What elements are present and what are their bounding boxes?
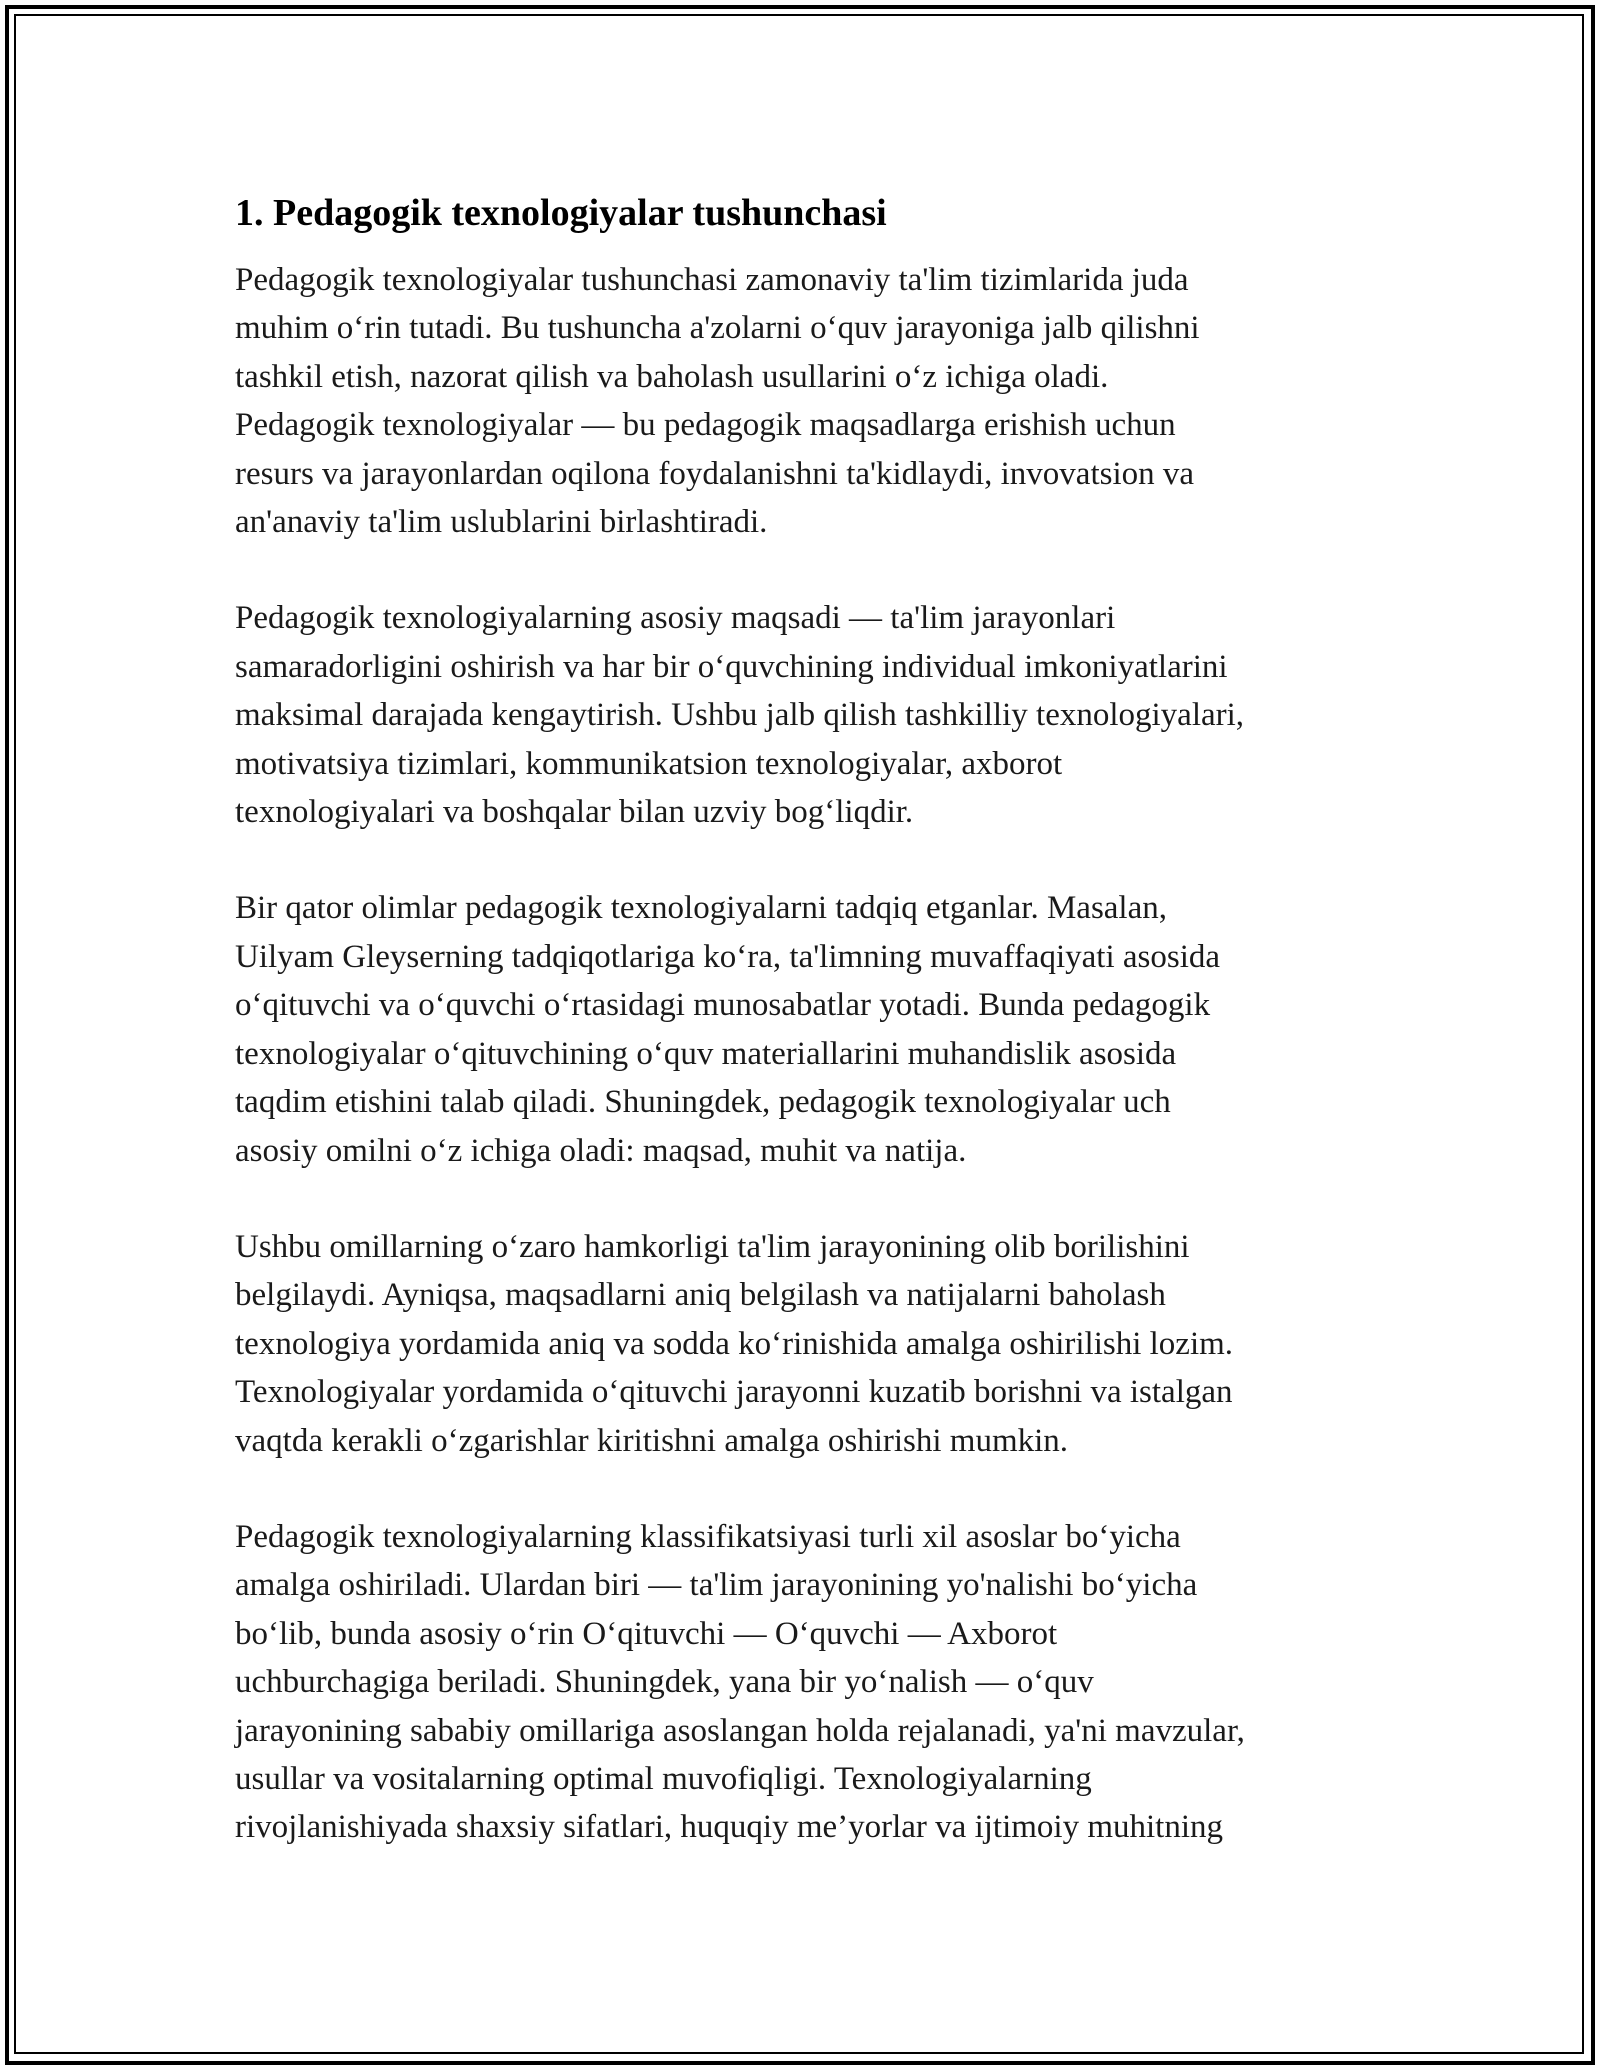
text-line: texnologiyalar oʻqituvchining oʻquv materiallarini muhandislik asosida xyxy=(235,1035,1177,1072)
paragraph xyxy=(235,884,1365,1174)
paragraph xyxy=(235,1223,1365,1465)
text-line: belgilaydi. Ayniqsa, maqsadlarni aniq belgilash va natijalarni baholash xyxy=(235,1277,1166,1314)
text-line: tashkil etish, nazorat qilish va baholash usullarini oʻz ichiga oladi. xyxy=(235,358,1109,395)
text-line: Pedagogik texnologiyalar tushunchasi zamonaviy ta'lim tizimlarida juda xyxy=(235,262,1189,298)
text-line: rivojlanishiyada shaxsiy sifatlari, huquqiy me’yorlar va ijtimoiy muhitning xyxy=(235,1809,1224,1846)
section-heading: 1. Pedagogik texnologiyalar tushunchasi xyxy=(235,192,887,234)
text-line: jarayonining sababiy omillariga asoslangan holda rejalanadi, ya'ni mavzular, xyxy=(235,1712,1245,1749)
text-line: uchburchagiga beriladi. Shuningdek, yana bir yoʻnalish — oʻquv xyxy=(235,1664,1094,1701)
text-line: Bir qator olimlar pedagogik texnologiyalarni tadqiq etganlar. Masalan, xyxy=(235,890,1167,927)
text-line: taqdim etishini talab qiladi. Shuningdek, pedagogik texnologiyalar uch xyxy=(235,1084,1171,1121)
text-line: Pedagogik texnologiyalarning asosiy maqsadi — ta'lim jarayonlari xyxy=(235,600,1116,637)
text-line: usullar va vositalarning optimal muvofiqligi. Texnologiyalarning xyxy=(235,1760,1092,1797)
text-line: maksimal darajada kengaytirish. Ushbu jalb qilish tashkilliy texnologiyalari, xyxy=(235,697,1245,734)
text-line: Pedagogik texnologiyalarning klassifikatsiyasi turli xil asoslar boʻyicha xyxy=(235,1518,1181,1555)
text-line: Ushbu omillarning oʻzaro hamkorligi ta'lim jarayonining olib borilishini xyxy=(235,1228,1190,1265)
text-line: muhim oʻrin tutadi. Bu tushuncha a'zolarni oʻquv jarayoniga jalb qilishni xyxy=(235,310,1200,347)
text-line: boʻlib, bunda asosiy oʻrin Oʻqituvchi — Oʻquvchi — Axborot xyxy=(235,1615,1058,1652)
text-line: vaqtda kerakli oʻzgarishlar kiritishni amalga oshirishi mumkin. xyxy=(235,1422,1069,1459)
paragraph xyxy=(235,1513,1365,1852)
text-line: amalga oshiriladi. Ulardan biri — ta'lim jarayonining yo'nalishi boʻyicha xyxy=(235,1567,1198,1604)
text-line: Pedagogik texnologiyalar — bu pedagogik maqsadlarga erishish uchun xyxy=(235,407,1176,444)
text-line: Uilyam Gleyserning tadqiqotlariga koʻra, ta'limning muvaffaqiyati asosida xyxy=(235,938,1221,975)
text-line: texnologiya yordamida aniq va sodda koʻrinishida amalga oshirilishi lozim. xyxy=(235,1325,1234,1362)
text-line: resurs va jarayonlardan oqilona foydalanishni ta'kidlaydi, invovatsion va xyxy=(235,455,1195,492)
paragraph xyxy=(235,256,1365,546)
text-line: samaradorligini oshirish va har bir oʻquvchining individual imkoniyatlarini xyxy=(235,648,1228,685)
text-line: Texnologiyalar yordamida oʻqituvchi jarayonni kuzatib borishni va istalgan xyxy=(235,1374,1233,1411)
document-body xyxy=(235,190,1365,1900)
text-line: oʻqituvchi va oʻquvchi oʻrtasidagi munosabatlar yotadi. Bunda pedagogik xyxy=(235,987,1211,1024)
text-line: motivatsiya tizimlari, kommunikatsion texnologiyalar, axborot xyxy=(235,745,1063,782)
paragraph xyxy=(235,594,1365,836)
text-line: texnologiyalari va boshqalar bilan uzviy bogʻliqdir. xyxy=(235,794,914,831)
text-line: an'anaviy ta'lim uslublarini birlashtiradi. xyxy=(235,504,768,541)
text-line: asosiy omilni oʻz ichiga oladi: maqsad, muhit va natija. xyxy=(235,1132,967,1169)
